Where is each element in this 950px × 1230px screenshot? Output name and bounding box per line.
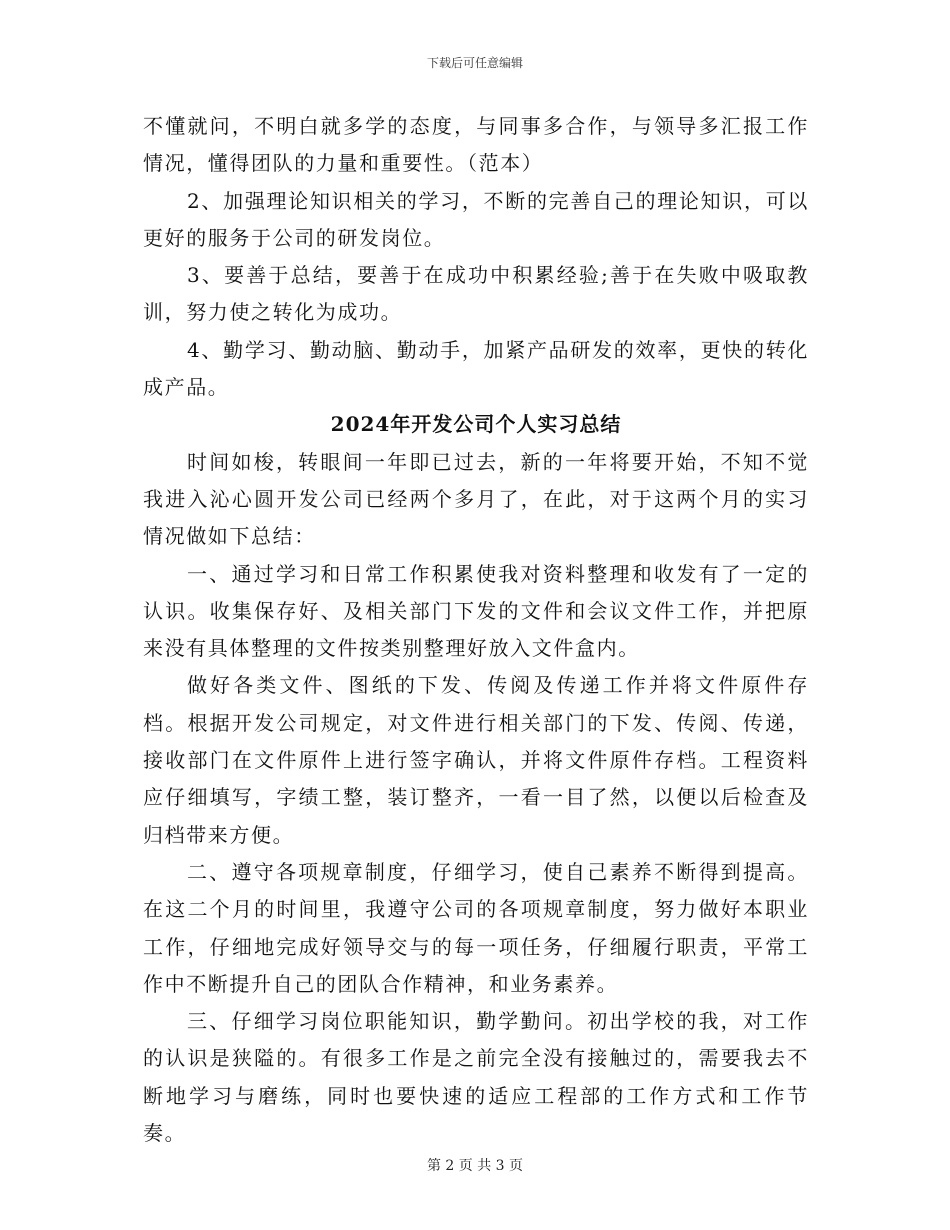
section-title: 2024年开发公司个人实习总结: [330, 412, 622, 437]
paragraph-section-two: 二、遵守各项规章制度，仔细学习，使自己素养不断得到提高。在这二个月的时间里，我遵守公司的各项规章制度，努力做好本职业工作，仔细地完成好领导交与的每一项任务，仔细履行职责，平常工作中不断提升自己的团队合作精神，和业务素养。: [143, 859, 809, 996]
paragraph-intro: 时间如梭，转眼间一年即已过去，新的一年将要开始，不知不觉我进入沁心圆开发公司已经两个多月了，在此，对于这两个月的实习情况做如下总结：: [143, 449, 809, 549]
paragraph-continued: 不懂就问，不明白就多学的态度，与同事多合作，与领导多汇报工作情况，懂得团队的力量和重要性。（范本）: [143, 114, 809, 176]
paragraph-item-3: 3、要善于总结，要善于在成功中积累经验;善于在失败中吸取教训，努力使之转化为成功。: [143, 263, 809, 325]
document-body: [143, 108, 809, 1152]
paragraph-item-2: 2、加强理论知识相关的学习，不断的完善自己的理论知识，可以更好的服务于公司的研发岗位。: [143, 188, 809, 250]
paragraph-item-4: 4、勤学习、勤动脑、勤动手，加紧产品研发的效率，更快的转化成产品。: [143, 337, 809, 400]
paragraph-document-handling: 做好各类文件、图纸的下发、传阅及传递工作并将文件原件存档。根据开发公司规定，对文件进行相关部门的下发、传阅、传递，接收部门在文件原件上进行签字确认，并将文件原件存档。工程资料应仔细填写，字绩工整，装订整齐，一看一目了然，以便以后检查及归档带来方便。: [143, 673, 809, 847]
page-header-note: 下载后可任意编辑: [426, 56, 523, 70]
paragraph-section-one: 一、通过学习和日常工作积累使我对资料整理和收发有了一定的认识。收集保存好、及相关部门下发的文件和会议文件工作，并把原来没有具体整理的文件按类别整理好放入文件盒内。: [143, 561, 809, 661]
page-number: 第 2 页 共 3 页: [426, 1158, 524, 1174]
paragraph-section-three: 三、仔细学习岗位职能知识，勤学勤问。初出学校的我，对工作的认识是狭隘的。有很多工作是之前完全没有接触过的，需要我去不断地学习与磨练，同时也要快速的适应工程部的工作方式和工作节奏。: [143, 1009, 809, 1146]
